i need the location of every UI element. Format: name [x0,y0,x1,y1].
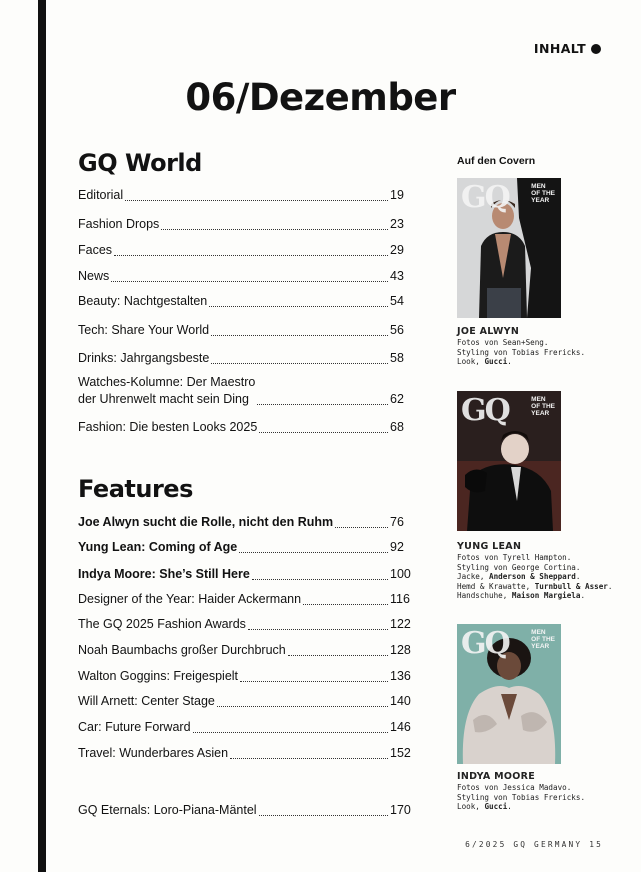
toc-entry[interactable] [78,693,422,710]
toc-entry[interactable] [78,374,422,408]
toc-entry-title: Will Arnett: Center Stage [78,694,215,708]
toc-entry[interactable] [78,591,422,608]
dot-leader [252,576,388,580]
cover-masthead-tag: MEN OF THE YEAR [531,183,555,204]
toc-entry[interactable] [78,350,422,367]
gq-world-heading: GQ World [78,149,202,177]
toc-entry-title: News [78,269,110,283]
toc-entry[interactable] [78,616,422,633]
cover-caption: INDYA MOORE Fotos von Jessica Madavo. Styling von Tobias Frericks. Look, Gucci. [457,771,586,812]
toc-page-number: 29 [390,243,404,257]
toc-page-number: 58 [390,351,404,365]
cover-caption: YUNG LEAN Fotos von Tyrell Hampton. Styling von George Cortina. Jacke, Anderson & Sheppard. Hemd & Krawatte, Turnbull & Asser. Handschuhe, Maison Margiela. [457,541,613,601]
dot-leader [211,360,388,364]
toc-entry[interactable] [78,668,422,685]
page-folio: 6/2025 GQ GERMANY 15 [465,840,603,849]
dot-leader [239,549,388,553]
toc-entry[interactable] [78,719,422,736]
credit-line: Look, Gucci. [457,357,512,367]
dot-leader [335,524,388,528]
toc-page-number: 146 [390,720,411,734]
toc-page-number: 152 [390,746,411,760]
dot-leader [125,197,388,201]
issue-title: 06/Dezember [185,76,456,119]
dot-leader [111,278,388,282]
dot-leader [209,303,388,307]
toc-entry[interactable] [78,514,422,531]
toc-entry-title: Faces [78,243,113,257]
toc-page-number: 116 [390,592,410,606]
toc-page-number: 56 [390,323,404,337]
credit-line: Hemd & Krawatte, Turnbull & Asser. [457,581,613,591]
toc-entry[interactable] [78,566,422,583]
toc-page-number: 122 [390,617,411,631]
toc-entry[interactable] [78,268,422,285]
cover-image-indya-moore [457,624,561,764]
credit-line: Handschuhe, Maison Margiela. [457,591,586,601]
dot-leader [248,626,388,630]
toc-page-number: 62 [390,392,404,406]
toc-entry-title: Walton Goggins: Freigespielt [78,669,239,683]
toc-entry-title: Watches-Kolumne: Der Maestro der Uhrenwelt macht sein Ding [78,375,256,406]
covers-heading: Auf den Covern [457,155,536,167]
toc-entry-title: The GQ 2025 Fashion Awards [78,617,246,631]
toc-entry[interactable] [78,539,422,556]
toc-entry-title: Beauty: Nachtgestalten [78,294,208,308]
toc-page-number: 136 [390,669,411,683]
page-spine-bar [38,0,46,872]
dot-leader [303,601,388,605]
cover-masthead-tag: MEN OF THE YEAR [531,629,555,650]
toc-entry[interactable] [78,242,422,259]
toc-page-number: 43 [390,269,404,283]
cover-masthead-logo: GQ [461,180,509,215]
toc-entry-title: Car: Future Forward [78,720,191,734]
toc-entry-title: Editorial [78,188,124,202]
toc-page-number: 54 [390,294,404,308]
toc-page-number: 23 [390,217,404,231]
toc-entry-title: GQ Eternals: Loro-Piana-Mäntel [78,803,257,817]
cover-name: INDYA MOORE [457,771,536,782]
bullet-dot-icon [591,44,601,54]
toc-page-number: 128 [390,643,411,657]
credit-line: Look, Gucci. [457,802,512,812]
toc-entry-title: Fashion Drops [78,217,160,231]
dot-leader [288,652,388,656]
dot-leader [259,429,388,433]
cover-masthead-tag: MEN OF THE YEAR [531,396,555,417]
toc-entry[interactable] [78,745,422,762]
toc-page-number: 19 [390,188,404,202]
toc-page-number: 140 [390,694,411,708]
toc-entry[interactable] [78,187,422,204]
toc-entry-title: Travel: Wunderbares Asien [78,746,229,760]
cover-masthead-logo: GQ [461,626,509,661]
cover-image-joe-alwyn [457,178,561,318]
section-tag [534,41,601,56]
toc-entry-title: Noah Baumbachs großer Durchbruch [78,643,286,657]
dot-leader [211,332,388,336]
dot-leader [217,703,388,707]
toc-entry-title: Tech: Share Your World [78,323,210,337]
cover-caption: JOE ALWYN Fotos von Sean+Seng. Styling von Tobias Frericks. Look, Gucci. [457,326,586,367]
toc-page-number: 92 [390,540,404,554]
toc-entry[interactable] [78,293,422,310]
toc-page-number: 170 [390,803,411,817]
cover-name: YUNG LEAN [457,541,522,552]
toc-entry-title: Designer of the Year: Haider Ackermann [78,592,302,606]
toc-page-number: 100 [390,567,411,581]
toc-entry[interactable] [78,322,422,339]
section-label: INHALT [533,41,586,56]
dot-leader [240,678,388,682]
toc-page-number: 76 [390,515,404,529]
dot-leader [259,812,388,816]
cover-image-yung-lean [457,391,561,531]
dot-leader [114,252,388,256]
credit-line: Jacke, Anderson & Sheppard. [457,572,581,582]
toc-entry-title: Joe Alwyn sucht die Rolle, nicht den Ruhm [78,515,334,529]
toc-entry-title: Yung Lean: Coming of Age [78,540,238,554]
cover-name: JOE ALWYN [457,326,520,337]
toc-page-number: 68 [390,420,404,434]
toc-entry[interactable] [78,216,422,233]
toc-entry[interactable] [78,642,422,659]
toc-entry[interactable] [78,419,422,436]
toc-entry-title: Indya Moore: She’s Still Here [78,567,250,581]
dot-leader [230,755,388,759]
toc-entry[interactable] [78,802,422,819]
dot-leader [257,401,388,405]
cover-masthead-logo: GQ [461,393,509,428]
toc-entry-title: Drinks: Jahrgangsbeste [78,351,210,365]
dot-leader [193,729,388,733]
toc-entry-title: Fashion: Die besten Looks 2025 [78,420,258,434]
dot-leader [161,226,388,230]
features-heading: Features [78,475,193,503]
